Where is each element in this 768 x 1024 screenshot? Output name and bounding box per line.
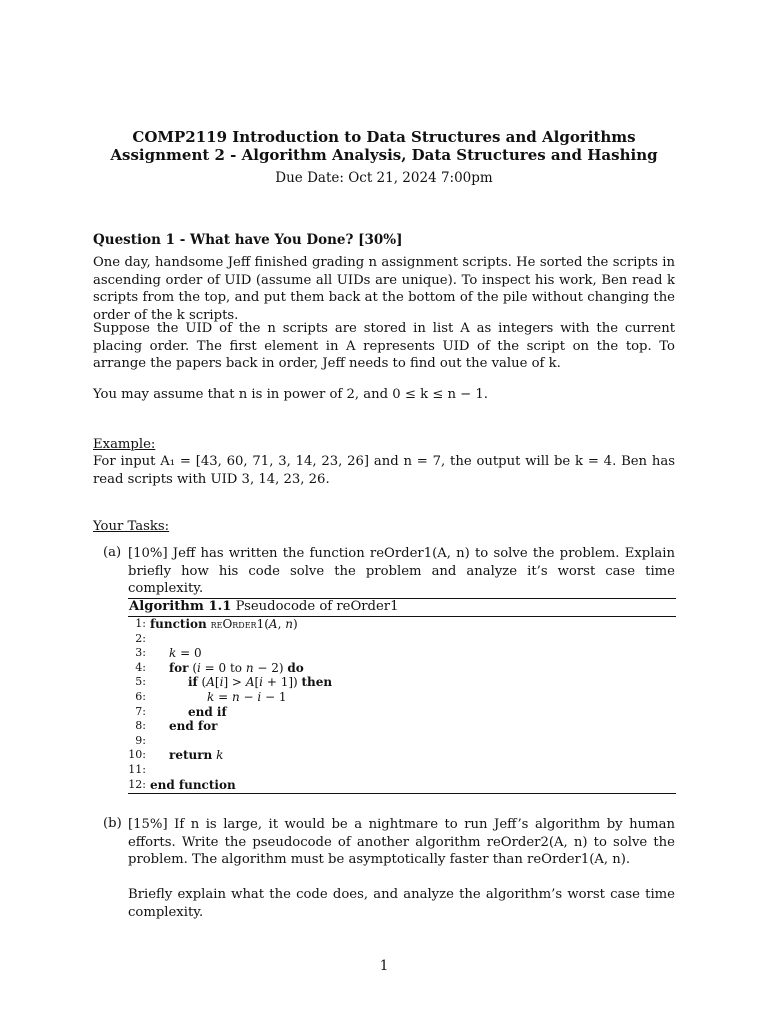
line-number: 7: <box>135 704 146 718</box>
code-text: return k <box>169 748 224 763</box>
tasks-label: Your Tasks: <box>93 519 170 534</box>
line-number: 6: <box>135 689 146 703</box>
code-text: for (i = 0 to n − 2) do <box>169 660 304 675</box>
task-b-label: (b) <box>103 816 122 831</box>
line-number: 4: <box>135 660 146 674</box>
example-text: For input A₁ = [43, 60, 71, 3, 14, 23, 26] and n = 7, the output will be k = 4. Ben has read scripts with UID 3, 14, 23, 26. <box>93 454 675 487</box>
algorithm-bottom-rule <box>128 793 676 794</box>
code-line <box>128 632 676 647</box>
question-1-paragraph-3: You may assume that n is in power of 2, and 0 ≤ k ≤ n − 1. <box>93 387 488 402</box>
task-b-text: [15%] If n is large, it would be a nightmare to run Jeff’s algorithm by human efforts. Write the pseudocode of another algorithm reOrder2(A, n) to solve the problem. The algorithm must be asymptotically faster than reOrder1(A, n). <box>128 817 675 867</box>
page-number: 1 <box>379 958 389 974</box>
line-number: 3: <box>135 646 146 660</box>
line-number: 9: <box>135 733 146 747</box>
task-a-text: [10%] Jeff has written the function reOrder1(A, n) to solve the problem. Explain briefly how his code solve the problem and analyze it’s worst case time complexity. <box>128 546 675 596</box>
code-line <box>128 748 676 763</box>
code-line <box>128 690 676 705</box>
line-number: 8: <box>135 719 146 733</box>
document-title-line2: Assignment 2 - Algorithm Analysis, Data Structures and Hashing <box>110 146 658 164</box>
code-text: end for <box>169 719 218 734</box>
code-text: k = n − i − 1 <box>207 689 287 704</box>
question-1-paragraph-2: Suppose the UID of the n scripts are stored in list A as integers with the current placing order. The first element in A represents UID of the script on the top. To arrange the papers back in order, Jeff needs to find out the value of k. <box>93 321 675 371</box>
algorithm-caption-number: Algorithm 1.1 <box>129 599 232 614</box>
algorithm-caption-text: Pseudocode of reOrder1 <box>235 599 399 614</box>
code-line <box>128 719 676 734</box>
question-1-paragraph-1: One day, handsome Jeff finished grading n assignment scripts. He sorted the scripts in ascending order of UID (assume all UIDs are unique). To inspect his work, Ben read k scripts from the top, and put them back at the bottom of the pile without changing the order of the k scripts. <box>93 255 675 323</box>
code-text: end if <box>188 704 227 719</box>
code-line <box>128 646 676 661</box>
question-1-heading: Question 1 - What have You Done? [30%] <box>93 232 403 248</box>
task-b-text-2: Briefly explain what the code does, and analyze the algorithm’s worst case time complexity. <box>128 887 675 920</box>
code-text: end function <box>150 777 236 792</box>
example-label: Example: <box>93 437 156 452</box>
task-a-label: (a) <box>103 545 122 560</box>
line-number: 2: <box>135 631 146 645</box>
code-line <box>128 617 676 632</box>
algorithm-caption <box>129 599 399 614</box>
code-line <box>128 661 676 676</box>
algorithm-code <box>128 617 676 792</box>
line-number: 5: <box>135 675 146 689</box>
code-line <box>128 778 676 793</box>
line-number: 11: <box>128 762 146 776</box>
code-line <box>128 734 676 749</box>
due-date: Due Date: Oct 21, 2024 7:00pm <box>275 170 493 186</box>
code-text: k = 0 <box>169 646 202 661</box>
document-title-line1: COMP2119 Introduction to Data Structures and Algorithms <box>132 128 636 146</box>
line-number: 12: <box>128 777 146 791</box>
code-line <box>128 675 676 690</box>
code-text: if (A[i] > A[i + 1]) then <box>188 675 333 690</box>
code-text: function reOrder1(A, n) <box>150 617 298 631</box>
code-line <box>128 705 676 720</box>
line-number: 1: <box>135 617 146 630</box>
code-line <box>128 763 676 778</box>
line-number: 10: <box>128 748 146 762</box>
